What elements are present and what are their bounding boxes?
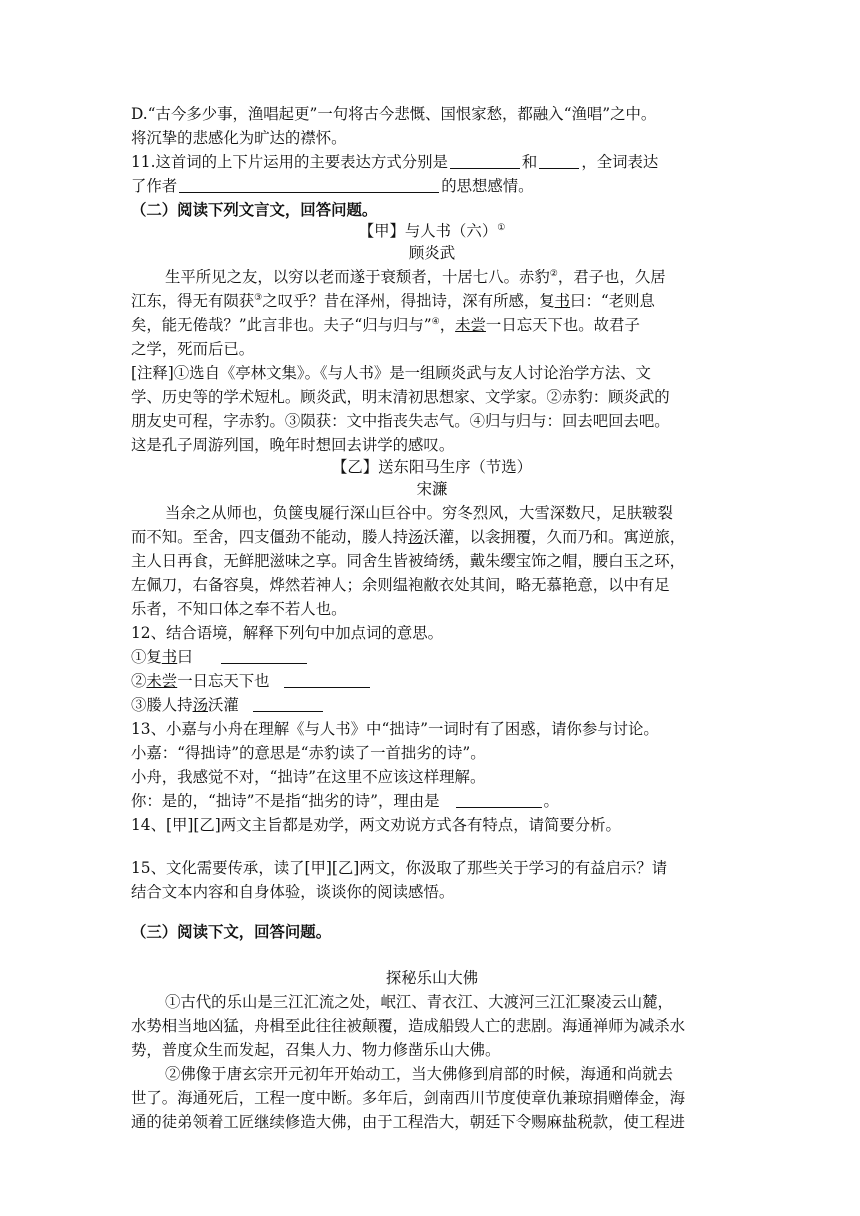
q13-l3-text: 你：是的，“拙诗”不是指“拙劣的诗”，理由是 — [131, 792, 440, 810]
q12-i1-word: 书 — [161, 648, 178, 666]
q12-i1-a: ①复 — [131, 648, 162, 666]
jia-line2 — [131, 290, 655, 312]
jia-l1-note: ② — [549, 269, 558, 279]
q11-text-c: ，全词表达 — [581, 153, 659, 171]
q11-answer-blank-1[interactable] — [450, 153, 520, 169]
q12-answer-blank-3[interactable] — [253, 696, 323, 712]
jia-l1-b: ，君子也，久居 — [557, 268, 666, 286]
yi-author: 宋濂 — [416, 480, 448, 498]
q11-answer-blank-3[interactable] — [179, 177, 439, 193]
jia-title-note: ① — [497, 223, 506, 233]
yi-line5: 乐者，不知口体之奉不若人也。 — [131, 600, 347, 618]
q12-i3-b: 沃灌 — [207, 696, 239, 714]
jia-l2-note: ③ — [254, 293, 263, 303]
jia-l3-underlined: 未尝 — [455, 316, 486, 334]
q10-option-d-line1: D.“古今多少事，渔唱起更”一句将古今悲慨、国恨家愁，都融入“渔唱”之中。 — [131, 105, 657, 123]
sec3-p1-line3: 势，普度众生而发起，召集人力、物力修凿乐山大佛。 — [131, 1041, 501, 1059]
section3-heading: （三）阅读下文，回答问题。 — [131, 923, 332, 941]
q11-answer-blank-2[interactable] — [539, 153, 579, 169]
yi-l2-underlined: 汤 — [408, 528, 424, 546]
q13-line3 — [131, 790, 559, 812]
jia-author: 顾炎武 — [408, 244, 456, 262]
jia-l2-c: 曰：“老则息 — [570, 292, 655, 310]
yi-l2-a: 而不知。至舍，四支僵劲不能动，媵人持 — [131, 528, 409, 546]
q12-answer-blank-1[interactable] — [221, 648, 307, 664]
jia-note-line1: [注释]①选自《亭林文集》。《与人书》是一组顾炎武与友人讨论治学方法、文 — [131, 364, 651, 382]
jia-l3-c: 一日忘天下也。故君子 — [485, 316, 640, 334]
jia-l2-underlined: 书 — [554, 292, 571, 310]
q12-item2 — [131, 670, 372, 692]
jia-line3 — [131, 314, 640, 336]
q15-line2: 结合文本内容和自身体验，谈谈你的阅读感悟。 — [131, 883, 455, 901]
q11-text-e: 的思想感情。 — [441, 177, 534, 195]
q11-text-b: 和 — [521, 153, 538, 171]
q11-text-d: 了作者 — [131, 177, 178, 195]
q12-i1-b: 曰 — [177, 648, 193, 666]
q12-answer-blank-2[interactable] — [284, 672, 370, 688]
q13-stem: 13、小嘉与小舟在理解《与人书》中“拙诗”一词时有了困惑，请你参与讨论。 — [131, 720, 659, 738]
q12-i2-b: 一日忘天下也 — [177, 672, 270, 690]
q13-line1: 小嘉：“得拙诗”的意思是“赤豹读了一首拙劣的诗”。 — [131, 744, 486, 762]
yi-line1: 当余之从师也，负箧曳屣行深山巨谷中。穷冬烈风，大雪深数尺，足肤皲裂 — [165, 504, 673, 522]
yi-line2 — [131, 526, 685, 548]
q10-option-d-line2: 将沉挚的悲感化为旷达的襟怀。 — [131, 129, 347, 147]
jia-l3-b: ， — [439, 316, 456, 334]
q11-line2 — [131, 175, 534, 197]
jia-line1 — [165, 266, 666, 288]
jia-title-text: 【甲】与人书（六） — [358, 222, 498, 240]
q12-i3-a: ③媵人持 — [131, 696, 193, 714]
q12-item1 — [131, 646, 309, 668]
q14-stem: 14、[甲][乙]两文主旨都是劝学，两文劝说方式各有特点，请简要分析。 — [131, 816, 621, 834]
sec3-p2-line1: ②佛像于唐玄宗开元初年开始动工，当大佛修到肩部的时候，海通和尚就去 — [165, 1065, 673, 1083]
q11-text-a: 11.这首词的上下片运用的主要表达方式分别是 — [131, 153, 448, 171]
section2-heading: （二）阅读下列文言文，回答问题。 — [131, 201, 378, 219]
q12-stem: 12、结合语境，解释下列句中加点词的意思。 — [131, 624, 444, 642]
jia-l2-a: 江东，得无有陨获 — [131, 292, 255, 310]
yi-title: 【乙】送东阳马生序（节选） — [331, 458, 533, 476]
jia-note-line3: 朋友史可程，字赤豹。③陨获：文中指丧失志气。④归与归与：回去吧回去吧。 — [131, 412, 670, 430]
q13-answer-blank[interactable] — [456, 792, 542, 808]
jia-l3-note: ④ — [431, 317, 440, 327]
sec3-p1-line2: 水势相当地凶猛，舟楫至此往往被颠覆，造成船毁人亡的悲剧。海通禅师为减杀水 — [131, 1017, 686, 1035]
q11-line1 — [131, 151, 658, 173]
sec3-p2-line3: 通的徒弟领着工匠继续修造大佛，由于工程浩大，朝廷下令赐麻盐税款，使工程进 — [131, 1113, 686, 1131]
jia-note-line2: 学、历史等的学术短札。顾炎武，明末清初思想家、文学家。②赤豹：顾炎武的 — [131, 388, 670, 406]
yi-line3: 主人日再食，无鲜肥滋味之享。同舍生皆被绮绣，戴朱缨宝饰之帽，腰白玉之环， — [131, 552, 686, 570]
sec3-p1-line1: ①古代的乐山是三江汇流之处，岷江、青衣江、大渡河三江汇聚凌云山麓， — [165, 993, 673, 1011]
yi-l2-b: 沃灌，以衾拥覆，久而乃和。寓逆旅， — [423, 528, 686, 546]
q12-i2-a: ② — [131, 672, 147, 690]
q12-i2-word: 未尝 — [146, 672, 178, 690]
jia-l3-a: 矣，能无倦哉？”此言非也。夫子“归与归与” — [131, 316, 432, 334]
yi-line4: 左佩刀，右备容臭，烨然若神人；余则缊袍敝衣处其间，略无慕艳意，以中有足 — [131, 576, 670, 594]
jia-l2-b: 之叹乎？昔在泽州，得拙诗，深有所感，复 — [262, 292, 555, 310]
sec3-title: 探秘乐山大佛 — [385, 969, 479, 987]
sec3-p2-line2: 世了。海通死后，工程一度中断。多年后，剑南西川节度使章仇兼琼捐赠俸金，海 — [131, 1089, 686, 1107]
jia-line4: 之学，死而后已。 — [131, 340, 255, 358]
jia-l1-a: 生平所见之友，以穷以老而遂于衰颓者，十居七八。赤豹 — [165, 268, 550, 286]
q13-line2: 小舟，我感觉不对，“拙诗”在这里不应该这样理解。 — [131, 768, 486, 786]
jia-note-line4: 这是孔子周游列国，晚年时想回去讲学的感叹。 — [131, 436, 455, 454]
q15-line1: 15、文化需要传承，读了[甲][乙]两文，你汲取了那些关于学习的有益启示？请 — [131, 859, 668, 877]
q12-item3 — [131, 694, 325, 716]
q12-i3-word: 汤 — [192, 696, 208, 714]
q13-l3-end: 。 — [543, 792, 559, 810]
jia-title — [131, 220, 733, 242]
